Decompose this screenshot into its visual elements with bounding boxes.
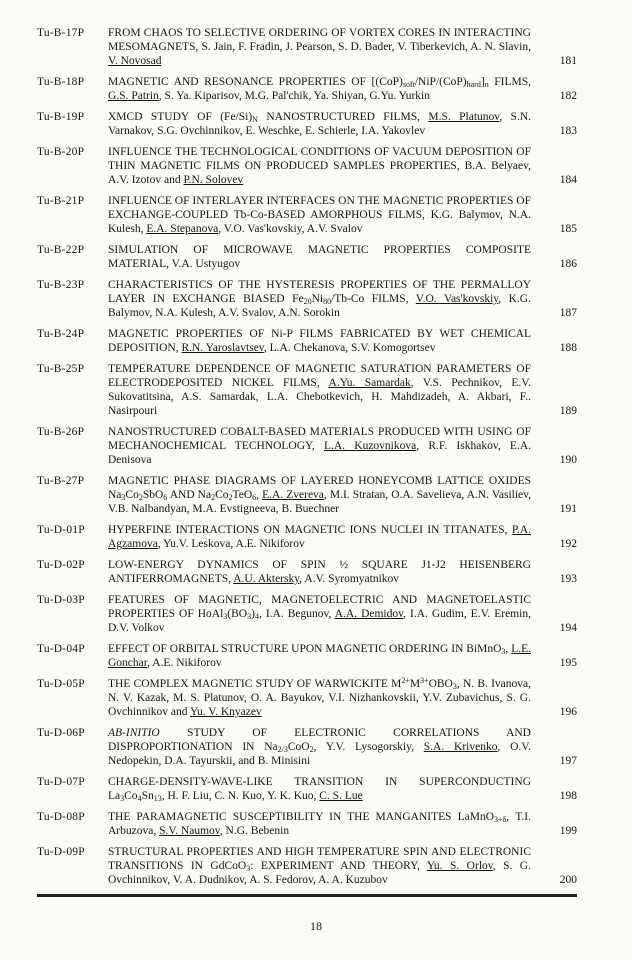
text-run: , V.S. Pechnikov, E.V. Sukovatitsina, A.S. Samardak, L.A. Chebotkevich, H. Mahdizadeh, A. Akbari, F.. Nasirpouri	[108, 377, 531, 417]
text-run: 3	[247, 612, 252, 621]
entry-text	[108, 425, 541, 467]
text-run: , S. Ya. Kiparisov, M.G. Pal'chik, Ya. Shiyan, G.Yu. Yurkin	[158, 90, 430, 102]
entry-text	[108, 26, 541, 68]
text-run: ,	[505, 643, 512, 655]
entry-text	[108, 194, 541, 236]
entry-row	[37, 593, 577, 635]
entry-code: Tu-B-22P	[37, 244, 85, 256]
text-run: /Tb-Co FILMS,	[331, 293, 416, 305]
entry-row	[37, 474, 577, 516]
text-run: , H. F. Liu, C. N. Kuo, Y. K. Kuo,	[161, 790, 320, 802]
underlined-author: L.E. Gonchar	[108, 643, 531, 669]
underlined-author: A.A. Demidov	[334, 608, 404, 620]
underlined-author: G.S. Patrin	[108, 90, 159, 102]
text-run: 3	[501, 647, 506, 656]
entry-page-number: 193	[559, 573, 577, 585]
text-run: INFLUENCE THE TECHNOLOGICAL CONDITIONS OF VACUUM DEPOSITION OF THIN MAGNETIC FILMS ON PRODUCED SAMPLES PROPERTIES, B.A. Belyaev, A.V. Izotov and	[108, 146, 531, 186]
entry-row	[37, 26, 577, 68]
entry-page-number: 183	[559, 125, 577, 137]
entry-row	[37, 75, 577, 103]
text-run: MAGNETIC AND RESONANCE PROPERTIES OF [(CoP)	[108, 76, 403, 88]
text-run: AB-INITIO	[108, 727, 160, 739]
entry-code: Tu-B-24P	[37, 328, 85, 340]
entry-row	[37, 845, 577, 887]
text-run: 3	[121, 493, 126, 502]
entry-page-number: 186	[559, 258, 577, 270]
entry-page-number: 182	[559, 90, 577, 102]
underlined-author: A.U. Aktersky	[233, 573, 300, 585]
underlined-author: Yu. V. Knyazev	[189, 706, 262, 718]
text-run: LOW-ENERGY DYNAMICS OF SPIN ½ SQUARE J1-J2 HEISENBERG ANTIFERROMAGNETS,	[108, 559, 531, 585]
entry-row	[37, 145, 577, 187]
entry-row	[37, 677, 577, 719]
footer-page-number: 18	[310, 919, 322, 933]
entry-row	[37, 810, 577, 838]
text-run: ]	[480, 76, 485, 88]
entry-text	[108, 75, 541, 103]
text-run: CoO	[287, 741, 310, 753]
entry-page-number: 192	[559, 538, 577, 550]
text-run: Co	[215, 489, 229, 501]
text-run: SbO	[142, 489, 164, 501]
entry-row	[37, 327, 577, 355]
text-run: TeO	[232, 489, 253, 501]
text-run: 2/3	[277, 745, 288, 754]
text-run: 13	[153, 794, 162, 803]
text-run: 80	[323, 297, 332, 306]
text-run: )	[251, 608, 255, 620]
entry-code: Tu-D-09P	[37, 846, 85, 858]
entry-code: Tu-B-17P	[37, 27, 85, 39]
text-run: , Y.V. Lysogorskiy,	[313, 741, 424, 753]
entry-text	[108, 327, 541, 355]
text-run: Co	[125, 489, 139, 501]
entry-code: Tu-B-23P	[37, 279, 85, 291]
entry-page-number: 200	[559, 874, 577, 886]
entry-code: Tu-D-01P	[37, 524, 85, 536]
entry-row	[37, 194, 577, 236]
text-run: , S.N. Varnakov, S.G. Ovchinnikov, E. Weschke, E. Schierle, I.A. Yakovlev	[108, 111, 532, 137]
entry-page-number: 199	[559, 825, 577, 837]
text-run: CHARACTERISTICS OF THE HYSTERESIS PROPERTIES OF THE PERMALLOY LAYER IN EXCHANGE BIASED Fe	[108, 279, 531, 305]
text-run: Sn	[141, 790, 154, 802]
entry-code: Tu-D-03P	[37, 594, 85, 606]
underlined-author: P.N. Solovev	[183, 174, 244, 186]
text-run: hard	[466, 80, 481, 89]
text-run: 4	[254, 612, 259, 621]
text-run: 3+δ	[494, 815, 507, 824]
entry-code: Tu-B-26P	[37, 426, 85, 438]
text-run: 2	[309, 745, 314, 754]
entry-page-number: 198	[559, 790, 577, 802]
text-run: , T.I. Arbuzova,	[108, 811, 531, 837]
text-run: , S. G. Ovchinnikov, V. A. Dudnikov, A. S. Fedorov, A. A. Kuzubov	[108, 860, 531, 886]
text-run: , A.V. Syromyatnikov	[299, 573, 400, 585]
entry-row	[37, 278, 577, 320]
text-run: 2	[211, 493, 216, 502]
text-run: 3+	[420, 676, 429, 685]
entry-text	[108, 278, 541, 320]
underlined-author: E.A. Stepanova	[146, 223, 219, 235]
entry-row	[37, 642, 577, 670]
text-run: AND Na	[167, 489, 212, 501]
underlined-author: S.A. Krivenko	[423, 741, 498, 753]
text-run: 6	[163, 493, 168, 502]
entry-page-number: 195	[559, 657, 577, 669]
entry-row	[37, 110, 577, 138]
text-run: HYPERFINE INTERACTIONS ON MAGNETIC IONS NUCLEI IN TITANATES,	[108, 524, 512, 536]
entry-page-number: 190	[559, 454, 577, 466]
text-run: EFFECT OF ORBITAL STRUCTURE UPON MAGNETIC ORDERING IN BiMnO	[108, 643, 502, 655]
entry-row	[37, 362, 577, 418]
entries-list	[37, 26, 577, 887]
underlined-author: R.N. Yaroslavtsev	[181, 342, 264, 354]
entry-page-number: 188	[559, 342, 577, 354]
text-run: soft	[402, 80, 415, 89]
text-run: MAGNETIC PHASE DIAGRAMS OF LAYERED HONEYCOMB LATTICE OXIDES Na	[108, 475, 531, 501]
text-run: ,	[256, 489, 263, 501]
text-run: , N.G. Bebenin	[219, 825, 290, 837]
entry-row	[37, 243, 577, 271]
text-run: NANOSTRUCTURED COBALT-BASED MATERIALS PRODUCED WITH USING OF MECHANOCHEMICAL TECHNOLOGY,	[108, 426, 531, 452]
underlined-author: L.A. Kuzovnikova	[323, 440, 417, 452]
underlined-author: E.A. Zvereva	[262, 489, 324, 501]
text-run: , Yu.V. Leskova, A.E. Nikiforov	[157, 538, 305, 550]
entry-page-number: 196	[559, 706, 577, 718]
entry-text	[108, 845, 541, 887]
text-run: 2	[138, 493, 143, 502]
entry-text	[108, 243, 541, 271]
entry-row	[37, 425, 577, 467]
text-run: FROM CHAOS TO SELECTIVE ORDERING OF VORTEX CORES IN INTERACTING MESOMAGNETS, S. Jain, F. Fradin, J. Pearson, S. D. Bader, V. Tiberkevich, A. N. Slavin,	[108, 27, 531, 53]
text-run: , N. B. Ivanova, N. V. Kazak, M. S. Platunov, O. A. Bayukov, V.I. Nizhankovskii, Y.V. Zubavichus, S. G. Ovchinnikov and	[108, 678, 531, 718]
underlined-author: P.A. Agzamova	[108, 524, 531, 550]
entry-code: Tu-B-25P	[37, 363, 85, 375]
entry-text	[108, 362, 541, 418]
entry-page-number: 189	[559, 405, 577, 417]
text-run: N	[252, 115, 258, 124]
text-run: , R.F. Iskhakov, E.A. Denisova	[108, 440, 532, 466]
text-run: INFLUENCE OF INTERLAYER INTERFACES ON THE MAGNETIC PROPERTIES OF EXCHANGE-COUPLED Tb-Co-BASED AMORPHOUS FILMS, K.G. Balymov, N.A. Kulesh,	[108, 195, 531, 235]
underlined-author: A.Yu. Samardak	[328, 377, 411, 389]
entry-code: Tu-D-07P	[37, 776, 85, 788]
text-run: SIMULATION OF MICROWAVE MAGNETIC PROPERTIES COMPOSITE MATERIAL, V.A. Ustyugov	[108, 244, 531, 270]
entry-code: Tu-D-02P	[37, 559, 85, 571]
entry-text	[108, 726, 541, 768]
entry-page-number: 187	[559, 307, 577, 319]
text-run: THE PARAMAGNETIC SUSCEPTIBILITY IN THE MANGANITES LaMnO	[108, 811, 495, 823]
entry-code: Tu-B-27P	[37, 475, 85, 487]
text-run: OBO	[428, 678, 453, 690]
text-run: , V.O. Vas'kovskiy, A.V. Svalov	[218, 223, 363, 235]
entry-text	[108, 145, 541, 187]
entry-row	[37, 775, 577, 803]
entry-code: Tu-D-06P	[37, 727, 85, 739]
entry-text	[108, 474, 541, 516]
text-run: Co	[124, 790, 138, 802]
text-run: 2	[228, 493, 233, 502]
text-run: 2+	[401, 676, 410, 685]
text-run: Ni	[311, 293, 324, 305]
entry-page-number: 197	[559, 755, 577, 767]
text-run: TEMPERATURE DEPENDENCE OF MAGNETIC SATURATION PARAMETERS OF ELECTRODEPOSITED NICKEL FILMS,	[108, 363, 531, 389]
underlined-author: V.O. Vas'kovskiy	[415, 293, 499, 305]
underlined-author: Yu. S. Orlov	[426, 860, 493, 872]
text-run: 3	[223, 612, 228, 621]
text-run: 3	[452, 682, 457, 691]
entry-text	[108, 523, 541, 551]
entry-row	[37, 523, 577, 551]
text-run: THE COMPLEX MAGNETIC STUDY OF WARWICKITE M	[108, 678, 402, 690]
text-run: , K.G. Balymov, N.A. Kulesh, A.V. Svalov, A.N. Sorokin	[108, 293, 531, 319]
entry-code: Tu-B-18P	[37, 76, 85, 88]
entry-code: Tu-D-05P	[37, 678, 85, 690]
entry-row	[37, 558, 577, 586]
entry-text	[108, 810, 541, 838]
entry-code: Tu-D-08P	[37, 811, 85, 823]
entry-text	[108, 593, 541, 635]
entry-text	[108, 110, 541, 138]
entry-text	[108, 677, 541, 719]
text-run: 4	[137, 794, 142, 803]
text-run: , I.A. Begunov,	[258, 608, 335, 620]
text-run: , A.E. Nikiforov	[147, 657, 222, 669]
text-run: XMCD STUDY OF (Fe/Si)	[108, 111, 253, 123]
text-run: CHARGE-DENSITY-WAVE-LIKE TRANSITION IN SUPERCONDUCTING La	[108, 776, 531, 802]
text-run: (BO	[227, 608, 248, 620]
text-run: FILMS,	[488, 76, 531, 88]
text-run: /NiP/(CoP)	[414, 76, 467, 88]
text-run: 3	[120, 794, 125, 803]
entry-code: Tu-B-19P	[37, 111, 85, 123]
text-run: n	[484, 80, 489, 89]
text-run: STUDY OF ELECTRONIC CORRELATIONS AND DISPROPORTIONATION IN Na	[108, 727, 531, 753]
underlined-author: V. Novosad	[108, 55, 162, 67]
text-run: 3	[246, 864, 251, 873]
entry-code: Tu-B-21P	[37, 195, 85, 207]
text-run: 6	[252, 493, 257, 502]
underlined-author: M.S. Platunov	[428, 111, 500, 123]
text-run: STRUCTURAL PROPERTIES AND HIGH TEMPERATURE SPIN AND ELECTRONIC TRANSITIONS IN GdCoO	[108, 846, 531, 872]
text-run: , O.V. Nedopekin, D.A. Tayurskii, and B. Minisini	[108, 741, 531, 767]
text-run: FEATURES OF MAGNETIC, MAGNETOELECTRIC AND MAGNETOELASTIC PROPERTIES OF HoAl	[108, 594, 531, 620]
text-run: 20	[303, 297, 312, 306]
entry-page-number: 194	[559, 622, 577, 634]
entry-text	[108, 775, 541, 803]
underlined-author: C. S. Lue	[319, 790, 363, 802]
entry-code: Tu-B-20P	[37, 146, 85, 158]
text-run: NANOSTRUCTURED FILMS,	[257, 111, 429, 123]
text-run: M	[409, 678, 421, 690]
text-run: , I.A. Gudim, E.V. Eremin, D.V. Volkov	[108, 608, 531, 634]
text-run: , M.I. Stratan, O.A. Savelieva, A.N. Vasiliev, V.B. Nalbandyan, M.A. Evstigneeva, B. Buechner	[108, 489, 532, 515]
entry-page-number: 184	[559, 174, 577, 186]
bottom-divider	[37, 894, 577, 897]
underlined-author: S.V. Naumov	[159, 825, 220, 837]
text-run: MAGNETIC PROPERTIES OF Ni-P FILMS FABRICATED BY WET CHEMICAL DEPOSITION,	[108, 328, 531, 354]
entry-page-number: 185	[559, 223, 577, 235]
text-run: : EXPERIMENT AND THEORY,	[250, 860, 427, 872]
entry-code: Tu-D-04P	[37, 643, 85, 655]
entry-page-number: 191	[559, 503, 577, 515]
entry-row	[37, 726, 577, 768]
entry-page-number: 181	[559, 55, 577, 67]
text-run: , L.A. Chekanova, S.V. Komogortsev	[263, 342, 436, 354]
entry-text	[108, 642, 541, 670]
entry-text	[108, 558, 541, 586]
